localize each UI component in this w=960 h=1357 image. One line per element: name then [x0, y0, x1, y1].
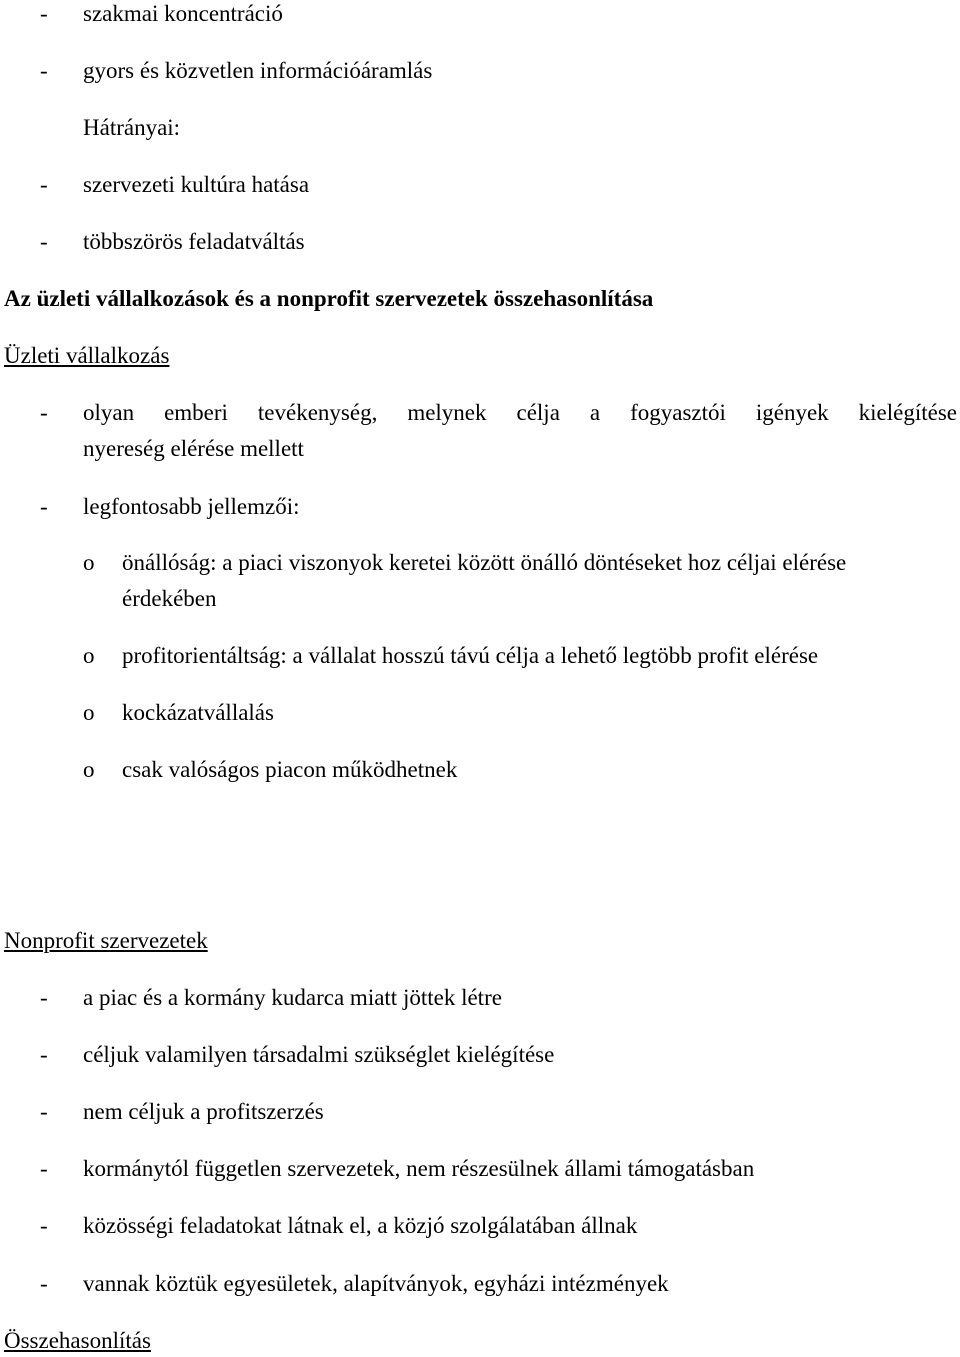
- list-item-text: szervezeti kultúra hatása: [83, 172, 310, 197]
- dash-marker: -: [40, 229, 48, 254]
- list-item-text: gyors és közvetlen információáramlás: [83, 58, 433, 83]
- dash-marker: -: [40, 494, 48, 519]
- list-item-text: kormánytól független szervezetek, nem részesülnek állami támogatásban: [83, 1156, 755, 1181]
- dash-marker: -: [40, 1, 48, 26]
- bullet-marker: o: [83, 700, 95, 725]
- list-item-text: szakmai koncentráció: [83, 1, 283, 26]
- list-item-text: olyan emberi tevékenység, melynek célja a fogyasztói igények kielégítése: [83, 400, 957, 425]
- bullet-marker: o: [83, 757, 95, 782]
- list-item-text: közösségi feladatokat látnak el, a közjó szolgálatában állnak: [83, 1213, 638, 1238]
- section-title: Az üzleti vállalkozások és a nonprofit szervezetek összehasonlítása: [4, 286, 654, 311]
- dash-marker: -: [40, 400, 48, 425]
- comparison-heading: Összehasonlítás: [4, 1328, 151, 1353]
- bullet-marker: o: [83, 550, 95, 575]
- dash-marker: -: [40, 985, 48, 1010]
- sub-list-item-text: kockázatvállalás: [122, 700, 274, 725]
- sub-list-item-text: csak valóságos piacon működhetnek: [122, 757, 458, 782]
- dash-marker: -: [40, 1156, 48, 1181]
- sub-list-item-text: érdekében: [122, 586, 217, 611]
- dash-marker: -: [40, 1271, 48, 1296]
- sub-list-item-text: profitorientáltság: a vállalat hosszú távú célja a lehető legtöbb profit elérése: [122, 643, 819, 668]
- list-item-text: legfontosabb jellemzői:: [83, 494, 300, 519]
- bullet-marker: o: [83, 643, 95, 668]
- sub-list-item-text: önállóság: a piaci viszonyok keretei között önálló döntéseket hoz céljai elérése: [122, 550, 847, 575]
- list-item-text: nyereség elérése mellett: [83, 436, 304, 461]
- list-item-text: nem céljuk a profitszerzés: [83, 1099, 324, 1124]
- list-item-text: többszörös feladatváltás: [83, 229, 305, 254]
- business-heading: Üzleti vállalkozás: [4, 343, 170, 368]
- dash-marker: -: [40, 1099, 48, 1124]
- nonprofit-heading: Nonprofit szervezetek: [4, 928, 208, 953]
- dash-marker: -: [40, 172, 48, 197]
- dash-marker: -: [40, 1042, 48, 1067]
- list-item-text: vannak köztük egyesületek, alapítványok, egyházi intézmények: [83, 1271, 669, 1296]
- dash-marker: -: [40, 58, 48, 83]
- list-item-text: a piac és a kormány kudarca miatt jöttek létre: [83, 985, 502, 1010]
- dash-marker: -: [40, 1213, 48, 1238]
- list-item-text: céljuk valamilyen társadalmi szükséglet kielégítése: [83, 1042, 555, 1067]
